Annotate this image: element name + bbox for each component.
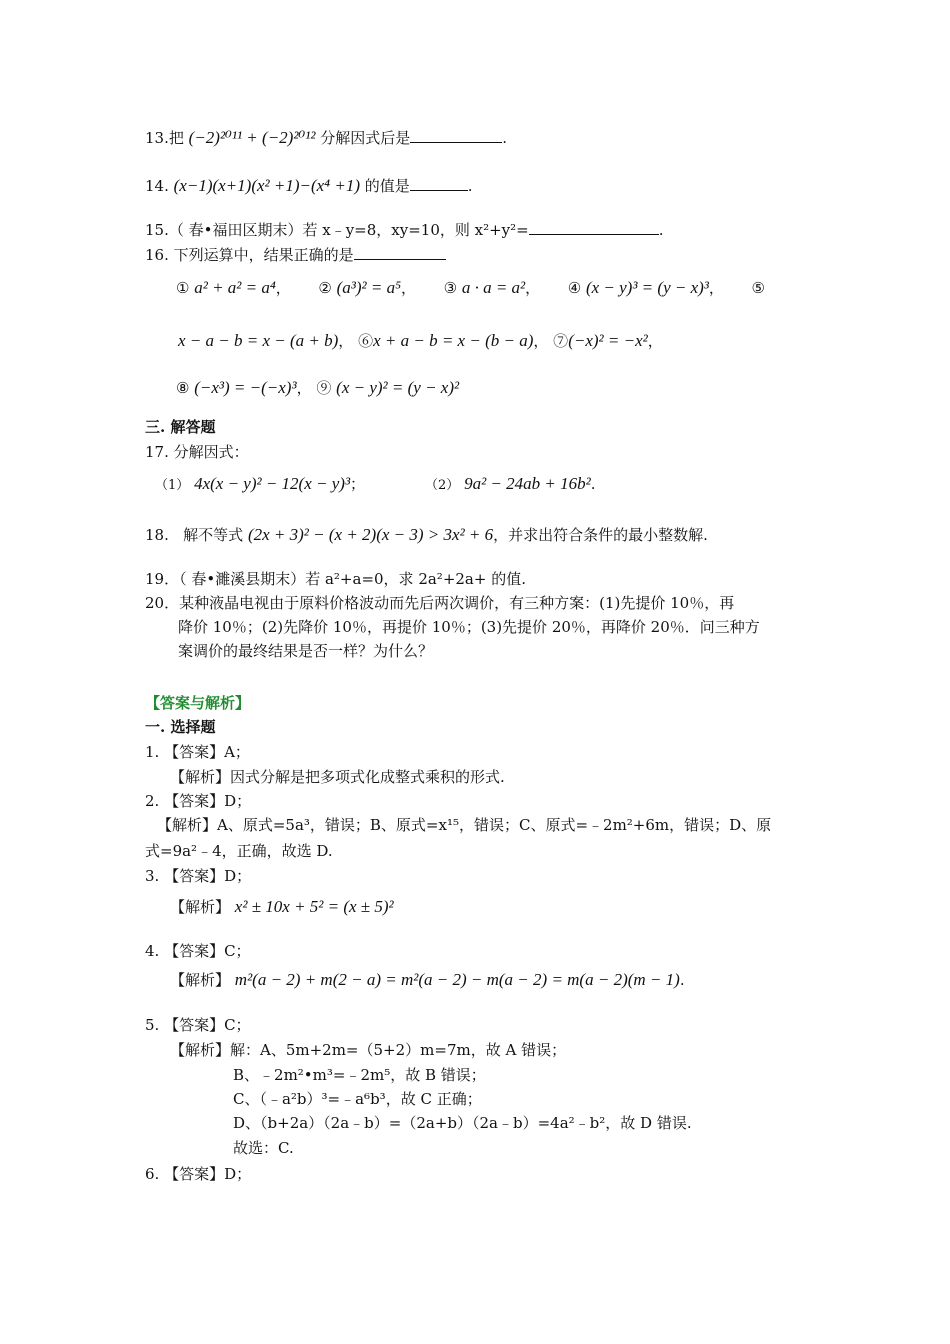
q13-number: 13. — [145, 129, 169, 147]
section-heading: 三. 解答题 — [145, 418, 216, 436]
explanation-2-line-2: 式=9a²﹣4，正确，故选 D. — [145, 842, 333, 860]
question-16: 16. 下列运算中，结果正确的是 — [145, 245, 446, 264]
answer-4: 4. 【答案】C； — [145, 942, 251, 960]
explanation-5-line-2: B、﹣2m²•m³=﹣2m⁵，故 B 错误； — [233, 1066, 486, 1084]
explanation-5-line-4: D、（b+2a）（2a﹣b）=（2a+b）（2a﹣b）=4a²﹣b²，故 D 错误. — [233, 1114, 692, 1132]
answer-6: 6. 【答案】D； — [145, 1165, 252, 1183]
answer-1: 1. 【答案】A； — [145, 743, 250, 761]
explanation-4: 【解析】 m²(a − 2) + m(2 − a) = m²(a − 2) − m(a − 2) = m(a − 2)(m − 1). — [170, 970, 685, 989]
answer-blank — [354, 245, 446, 260]
q16-row-2: x − a − b = x − (a + b)， ⑥x + a − b = x − (b − a)， ⑦(−x)² = −x²， — [178, 331, 663, 350]
answer-blank — [410, 176, 468, 191]
q16-row-1: ① a² + a² = a⁴， ② (a³)² = a⁵， ③ a · a = a²， ④ (x − y)³ = (y − x)³， ⑤ — [176, 278, 765, 297]
question-18: 18. 解不等式 (2x + 3)² − (x + 2)(x − 3) > 3x² + 6，并求出符合条件的最小整数解. — [145, 525, 708, 544]
explanation-3: 【解析】 x² ± 10x + 5² = (x ± 5)² — [170, 897, 394, 916]
question-20-line-1: 20．某种液晶电视由于原料价格波动而先后两次调价，有三种方案：(1)先提价 10％，再 — [145, 594, 735, 612]
explanation-2-line-1: 【解析】A、原式=5a³，错误；B、原式=x¹⁵，错误；C、原式=﹣2m²+6m，错误；D、原 — [157, 816, 772, 834]
section-heading: 一. 选择题 — [145, 718, 216, 736]
q13-expression: (−2)²⁰¹¹ + (−2)²⁰¹² — [188, 128, 316, 147]
q17-part-1: （1） 4x(x − y)² − 12(x − y)³； — [155, 474, 366, 493]
q17-part-2: （2） 9a² − 24ab + 16b². — [425, 474, 596, 493]
question-14: 14. (x−1)(x+1)(x² +1)−(x⁴ +1) 的值是 . — [145, 176, 473, 195]
explanation-1: 【解析】因式分解是把多项式化成整式乘积的形式. — [170, 768, 505, 786]
answer-2: 2. 【答案】D； — [145, 792, 252, 810]
question-13: 13.把 (−2)²⁰¹¹ + (−2)²⁰¹² 分解因式后是 . — [145, 128, 508, 147]
q14-expression: (x−1)(x+1)(x² +1)−(x⁴ +1) — [173, 176, 360, 195]
question-17: 17. 分解因式： — [145, 443, 249, 461]
explanation-5-line-5: 故选：C. — [233, 1139, 294, 1157]
q16-row-3: ⑧ (−x³) = −(−x)³， ⑨ (x − y)² = (y − x)² — [176, 378, 460, 397]
answer-5: 5. 【答案】C； — [145, 1016, 251, 1034]
question-15: 15.（ 春•福田区期末）若 x﹣y=8，xy=10，则 x²+y²= . — [145, 221, 664, 239]
explanation-5-line-1: 【解析】解：A、5m+2m=（5+2）m=7m，故 A 错误； — [170, 1041, 567, 1059]
answer-blank — [529, 220, 659, 235]
question-20-line-3: 案调价的最终结果是否一样？为什么？ — [178, 642, 434, 660]
answer-blank — [410, 128, 502, 143]
answers-title: 【答案与解析】 — [145, 694, 251, 712]
answer-3: 3. 【答案】D； — [145, 867, 252, 885]
explanation-5-line-3: C、（﹣a²b）³=﹣a⁶b³，故 C 正确； — [233, 1090, 482, 1108]
question-20-line-2: 降价 10％；(2)先降价 10％，再提价 10％；(3)先提价 20％，再降价 20％．问三种方 — [178, 618, 760, 636]
question-19: 19．（ 春•濉溪县期末）若 a²+a=0，求 2a²+2a+ 的值. — [145, 570, 526, 588]
